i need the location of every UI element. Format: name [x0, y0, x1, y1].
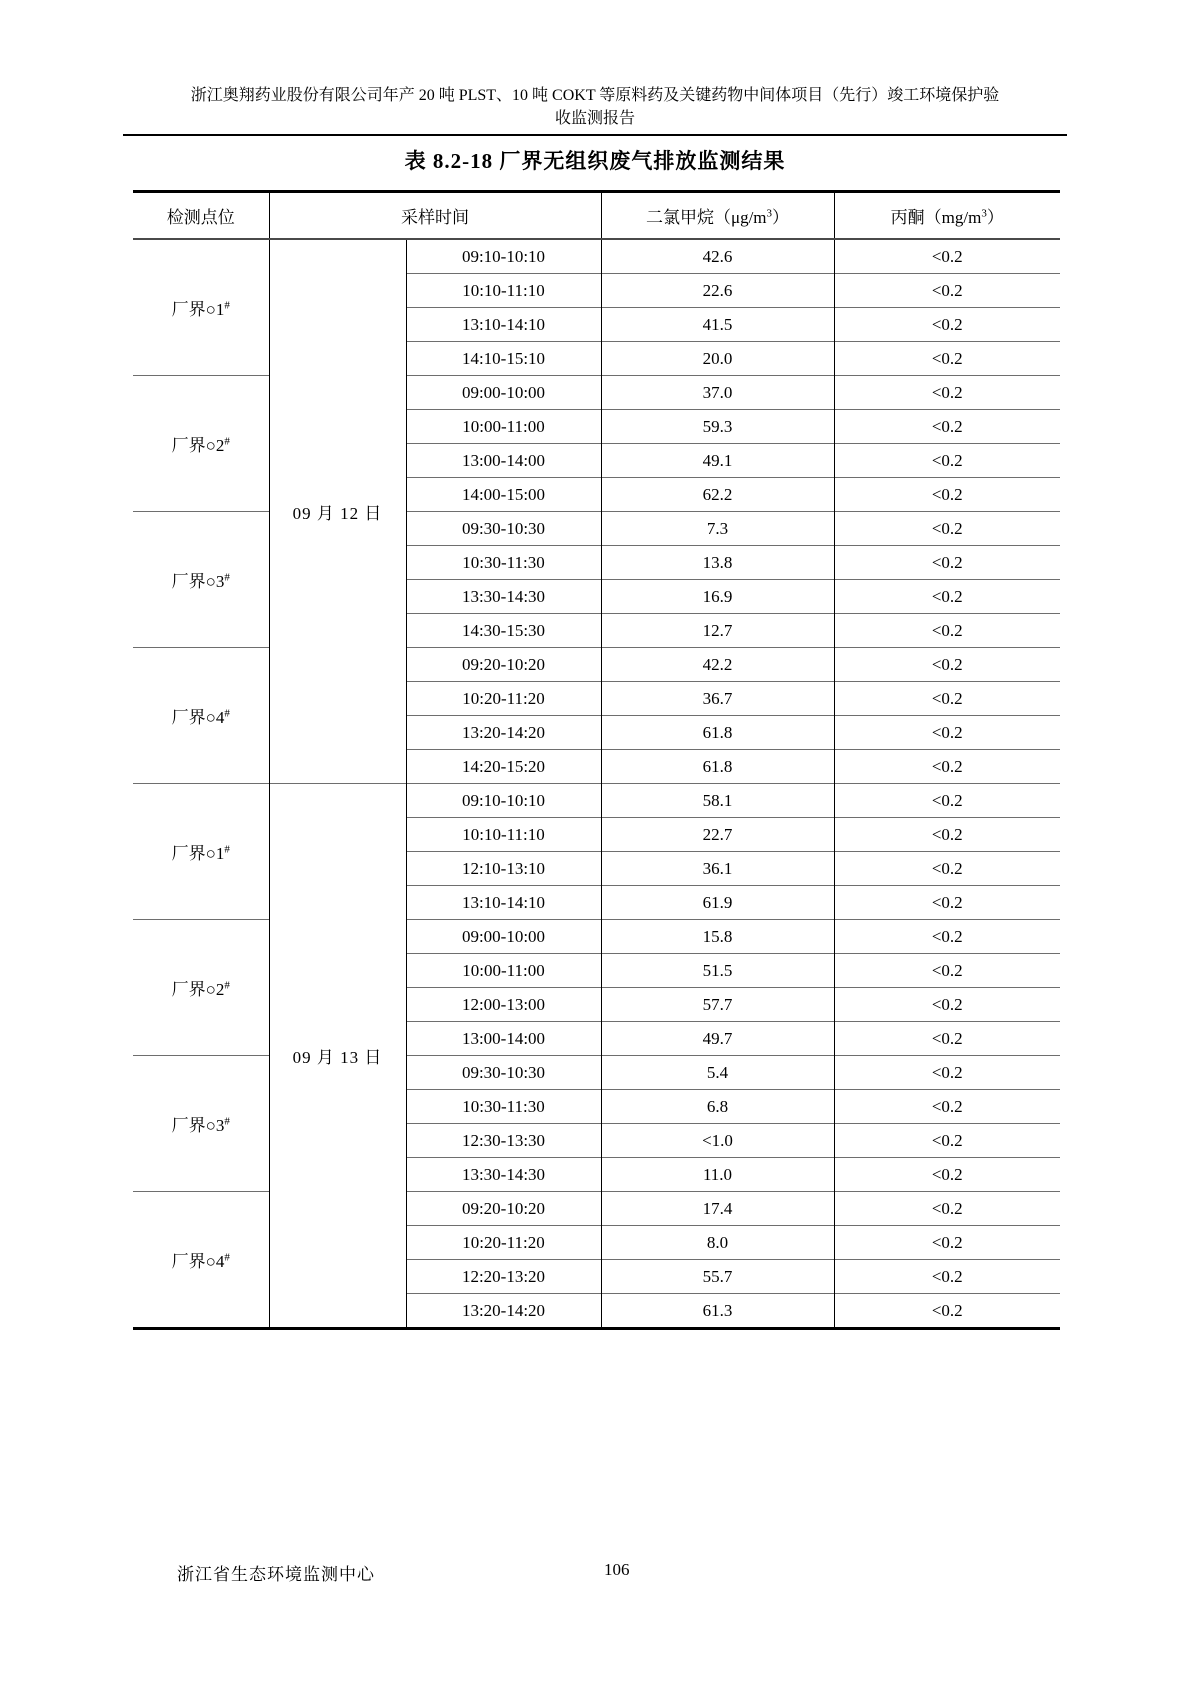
- dcm-value-cell: 42.2: [601, 648, 834, 682]
- dcm-value-cell: 61.8: [601, 750, 834, 784]
- time-cell: 13:00-14:00: [406, 444, 601, 478]
- site-label: 厂界○2: [171, 980, 225, 999]
- time-cell: 10:30-11:30: [406, 1090, 601, 1124]
- column-header-dcm: [601, 192, 834, 240]
- site-label-superscript: #: [224, 843, 230, 856]
- site-label: 厂界○4: [171, 708, 225, 727]
- site-label-superscript: #: [224, 435, 230, 448]
- acetone-value-cell: <0.2: [834, 1260, 1060, 1294]
- site-label-superscript: #: [224, 571, 230, 584]
- site-label-superscript: #: [224, 1251, 230, 1264]
- time-cell: 09:30-10:30: [406, 512, 601, 546]
- dcm-value-cell: 58.1: [601, 784, 834, 818]
- time-cell: 14:10-15:10: [406, 342, 601, 376]
- dcm-value-cell: 37.0: [601, 376, 834, 410]
- time-cell: 12:00-13:00: [406, 988, 601, 1022]
- time-cell: 10:20-11:20: [406, 682, 601, 716]
- time-cell: 10:00-11:00: [406, 410, 601, 444]
- dcm-value-cell: 11.0: [601, 1158, 834, 1192]
- site-label: 厂界○3: [171, 572, 225, 591]
- dcm-value-cell: 61.9: [601, 886, 834, 920]
- dcm-value-cell: 22.6: [601, 274, 834, 308]
- page-header-text: [123, 84, 1067, 130]
- dcm-value-cell: 8.0: [601, 1226, 834, 1260]
- time-cell: 09:10-10:10: [406, 239, 601, 274]
- time-cell: 12:20-13:20: [406, 1260, 601, 1294]
- acetone-value-cell: <0.2: [834, 1192, 1060, 1226]
- table-row: [133, 239, 1060, 274]
- time-cell: 10:20-11:20: [406, 1226, 601, 1260]
- time-cell: 14:20-15:20: [406, 750, 601, 784]
- acetone-value-cell: <0.2: [834, 1090, 1060, 1124]
- site-cell: [133, 512, 269, 648]
- date-cell: 09 月 13 日: [269, 784, 406, 1329]
- column-header-sampling-time: 采样时间: [269, 192, 601, 240]
- dcm-value-cell: 51.5: [601, 954, 834, 988]
- dcm-value-cell: 22.7: [601, 818, 834, 852]
- dcm-value-cell: 62.2: [601, 478, 834, 512]
- acetone-value-cell: <0.2: [834, 614, 1060, 648]
- site-cell: [133, 376, 269, 512]
- acetone-value-cell: <0.2: [834, 546, 1060, 580]
- dcm-value-cell: 15.8: [601, 920, 834, 954]
- site-label: 厂界○1: [171, 844, 225, 863]
- monitoring-table-body: [133, 239, 1060, 1329]
- table-title: 表 8.2-18 厂界无组织废气排放监测结果: [404, 149, 786, 173]
- acetone-value-cell: <0.2: [834, 750, 1060, 784]
- dcm-value-cell: 49.1: [601, 444, 834, 478]
- site-label-superscript: #: [224, 979, 230, 992]
- time-cell: 10:00-11:00: [406, 954, 601, 988]
- acetone-value-cell: <0.2: [834, 716, 1060, 750]
- acetone-value-cell: <0.2: [834, 954, 1060, 988]
- time-cell: 13:20-14:20: [406, 1294, 601, 1329]
- time-cell: 10:10-11:10: [406, 274, 601, 308]
- dcm-value-cell: 59.3: [601, 410, 834, 444]
- acetone-value-cell: <0.2: [834, 478, 1060, 512]
- time-cell: 13:30-14:30: [406, 1158, 601, 1192]
- acetone-value-cell: <0.2: [834, 1056, 1060, 1090]
- acetone-value-cell: <0.2: [834, 1158, 1060, 1192]
- dcm-value-cell: 41.5: [601, 308, 834, 342]
- site-cell: [133, 1192, 269, 1329]
- header-line-1: 浙江奥翔药业股份有限公司年产 20 吨 PLST、10 吨 COKT 等原料药及关键药物中间体项目（先行）竣工环境保护验: [190, 87, 1000, 104]
- dcm-value-cell: 5.4: [601, 1056, 834, 1090]
- dcm-value-cell: 61.8: [601, 716, 834, 750]
- acetone-value-cell: <0.2: [834, 682, 1060, 716]
- column-header-acetone-superscript: 3: [981, 207, 987, 220]
- acetone-value-cell: <0.2: [834, 1226, 1060, 1260]
- acetone-value-cell: <0.2: [834, 852, 1060, 886]
- acetone-value-cell: <0.2: [834, 988, 1060, 1022]
- dcm-value-cell: 49.7: [601, 1022, 834, 1056]
- time-cell: 09:00-10:00: [406, 376, 601, 410]
- acetone-value-cell: <0.2: [834, 818, 1060, 852]
- time-cell: 09:20-10:20: [406, 648, 601, 682]
- dcm-value-cell: <1.0: [601, 1124, 834, 1158]
- time-cell: 09:30-10:30: [406, 1056, 601, 1090]
- time-cell: 13:20-14:20: [406, 716, 601, 750]
- site-label-superscript: #: [224, 707, 230, 720]
- acetone-value-cell: <0.2: [834, 376, 1060, 410]
- column-header-acetone-close: ）: [986, 208, 1004, 227]
- site-label: 厂界○3: [171, 1116, 225, 1135]
- dcm-value-cell: 61.3: [601, 1294, 834, 1329]
- time-cell: 10:30-11:30: [406, 546, 601, 580]
- dcm-value-cell: 12.7: [601, 614, 834, 648]
- time-cell: 09:10-10:10: [406, 784, 601, 818]
- footer-org-name: 浙江省生态环境监测中心: [177, 1565, 375, 1584]
- dcm-value-cell: 42.6: [601, 239, 834, 274]
- header-line-2: 收监测报告: [554, 110, 635, 127]
- acetone-value-cell: <0.2: [834, 1022, 1060, 1056]
- time-cell: 14:30-15:30: [406, 614, 601, 648]
- dcm-value-cell: 13.8: [601, 546, 834, 580]
- column-header-site: 检测点位: [133, 192, 269, 240]
- monitoring-table: [133, 190, 1060, 1330]
- time-cell: 10:10-11:10: [406, 818, 601, 852]
- dcm-value-cell: 6.8: [601, 1090, 834, 1124]
- time-cell: 13:30-14:30: [406, 580, 601, 614]
- site-cell: [133, 648, 269, 784]
- site-label-superscript: #: [224, 299, 230, 312]
- date-cell: 09 月 12 日: [269, 239, 406, 784]
- dcm-value-cell: 20.0: [601, 342, 834, 376]
- time-cell: 13:10-14:10: [406, 308, 601, 342]
- acetone-value-cell: <0.2: [834, 648, 1060, 682]
- acetone-value-cell: <0.2: [834, 920, 1060, 954]
- acetone-value-cell: <0.2: [834, 308, 1060, 342]
- site-cell: [133, 784, 269, 920]
- acetone-value-cell: <0.2: [834, 580, 1060, 614]
- acetone-value-cell: <0.2: [834, 1294, 1060, 1329]
- page-number: 106: [604, 1560, 630, 1579]
- site-label: 厂界○4: [171, 1252, 225, 1271]
- dcm-value-cell: 36.7: [601, 682, 834, 716]
- column-header-dcm-superscript: 3: [766, 207, 773, 220]
- time-cell: 13:00-14:00: [406, 1022, 601, 1056]
- time-cell: 09:20-10:20: [406, 1192, 601, 1226]
- column-header-dcm-close: ）: [772, 208, 790, 227]
- dcm-value-cell: 57.7: [601, 988, 834, 1022]
- time-cell: 12:10-13:10: [406, 852, 601, 886]
- time-cell: 09:00-10:00: [406, 920, 601, 954]
- acetone-value-cell: <0.2: [834, 274, 1060, 308]
- dcm-value-cell: 16.9: [601, 580, 834, 614]
- dcm-value-cell: 17.4: [601, 1192, 834, 1226]
- acetone-value-cell: <0.2: [834, 512, 1060, 546]
- column-header-dcm-name: 二氯甲烷（μg/m: [645, 208, 767, 227]
- time-cell: 14:00-15:00: [406, 478, 601, 512]
- time-cell: 12:30-13:30: [406, 1124, 601, 1158]
- site-label-superscript: #: [224, 1115, 230, 1128]
- column-header-acetone-name: 丙酮（mg/m: [890, 208, 982, 227]
- column-header-acetone: [834, 192, 1060, 240]
- header-rule: [123, 134, 1067, 136]
- site-cell: [133, 920, 269, 1056]
- acetone-value-cell: <0.2: [834, 784, 1060, 818]
- site-label: 厂界○2: [171, 436, 225, 455]
- site-label: 厂界○1: [171, 300, 225, 319]
- dcm-value-cell: 36.1: [601, 852, 834, 886]
- dcm-value-cell: 55.7: [601, 1260, 834, 1294]
- acetone-value-cell: <0.2: [834, 1124, 1060, 1158]
- acetone-value-cell: <0.2: [834, 410, 1060, 444]
- dcm-value-cell: 7.3: [601, 512, 834, 546]
- acetone-value-cell: <0.2: [834, 444, 1060, 478]
- table-header-row: [133, 192, 1060, 240]
- time-cell: 13:10-14:10: [406, 886, 601, 920]
- acetone-value-cell: <0.2: [834, 886, 1060, 920]
- acetone-value-cell: <0.2: [834, 239, 1060, 274]
- site-cell: [133, 239, 269, 376]
- site-cell: [133, 1056, 269, 1192]
- acetone-value-cell: <0.2: [834, 342, 1060, 376]
- table-row: [133, 784, 1060, 818]
